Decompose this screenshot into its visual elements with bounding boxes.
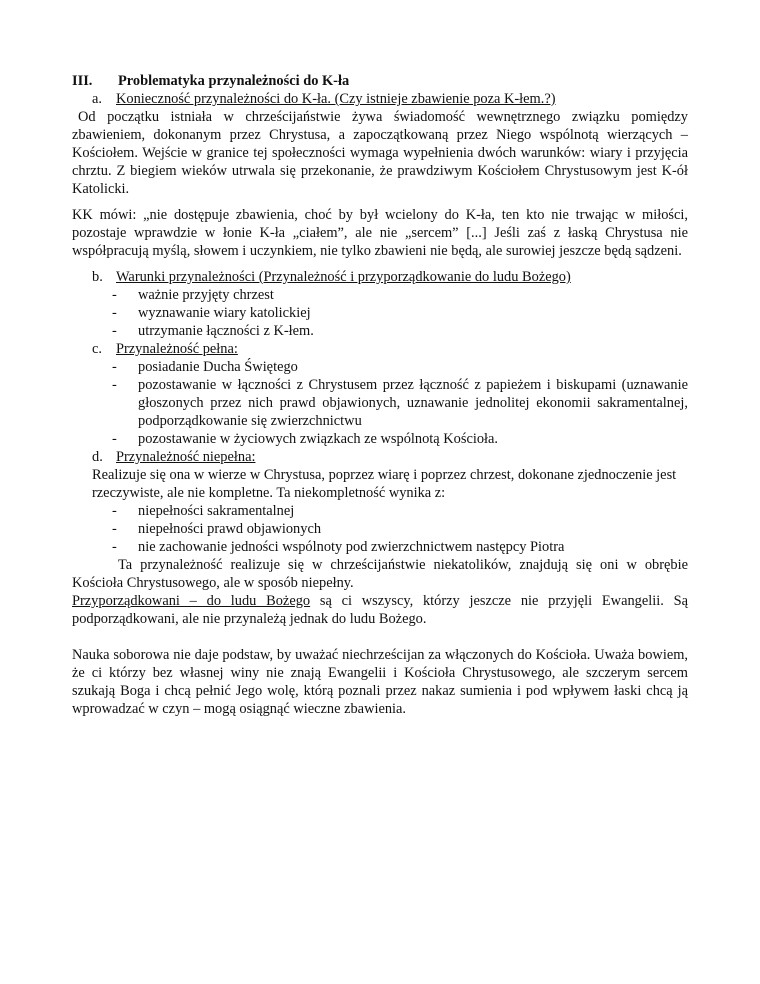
- list-item: - pozostawanie w łączności z Chrystusem przez łączność z papieżem i biskupami (uznawanie głoszonych przez nich prawd objawionych, uznawanie jednolitej ekonomii sakramentalnej, podporządkowanie się zwierzchnictwu: [112, 377, 688, 429]
- list-item: - pozostawanie w życiowych związkach ze wspólnotą Kościoła.: [112, 431, 499, 447]
- subsection-c-heading: [72, 340, 688, 358]
- subordinated-paragraph: [72, 592, 688, 628]
- section-heading: [72, 72, 688, 90]
- list-item: - utrzymanie łączności z K-łem.: [112, 323, 314, 339]
- subordinated-text: są ci wszyscy, którzy jeszcze nie przyjęli Ewangelii. Są podporządkowani, ale nie przynależą jednak do ludu Bożego.: [72, 593, 688, 627]
- document-page: [72, 72, 688, 718]
- list-item: - niepełności sakramentalnej: [112, 503, 295, 519]
- list-item: - wyznawanie wiary katolickiej: [112, 305, 311, 321]
- subsection-a-title: Konieczność przynależności do K-ła. (Czy istnieje zbawienie poza K-łem.?): [116, 91, 556, 107]
- section-number: III.: [72, 73, 93, 89]
- list-item: - posiadanie Ducha Świętego: [112, 359, 298, 375]
- section-title: Problematyka przynależności do K-ła: [118, 73, 350, 89]
- subsection-d-heading: [72, 448, 688, 466]
- subsection-b-heading: [72, 268, 688, 286]
- subsection-b-label: b.: [92, 269, 103, 285]
- list-item: - niepełności prawd objawionych: [112, 521, 322, 537]
- subsection-a-paragraph-2: KK mówi: „nie dostępuje zbawienia, choć by był wcielony do K-ła, ten kto nie trwając w miłości, pozostaje wprawdzie w łonie K-ła „ciałem”, ale nie „sercem” [...] Jeśli zaś z łaską Chrystusa nie współpracują myślą, słowem i uczynkiem, nie tylko zbawieni nie będą, ale surowiej jeszcze będą sądzeni.: [72, 207, 688, 259]
- list-item: - nie zachowanie jedności wspólnoty pod zwierzchnictwem następcy Piotra: [112, 539, 565, 555]
- subsection-c-label: c.: [92, 341, 102, 357]
- subsection-d-paragraph: Ta przynależność realizuje się w chrześcijaństwie niekatolików, znajdują się oni w obrębie Kościoła Chrystusowego, ale w sposób niepełny.: [72, 557, 688, 591]
- subsection-a-label: a.: [92, 91, 102, 107]
- subsection-c-title: Przynależność pełna:: [116, 341, 238, 357]
- conclusion-paragraph: Nauka soborowa nie daje podstaw, by uważać niechrześcijan za włączonych do Kościoła. Uważa bowiem, że ci którzy bez własnej winy nie znają Ewangelii i Kościoła Chrystusowego, ale szczerym sercem szukają Boga i chcą pełnić Jego wolę, którą poznali przez nakaz sumienia i pod wpływem łaski chcą ją wprowadzać w czyn – mogą osiągnąć wieczne zbawienia.: [72, 647, 688, 717]
- subsection-b-title: Warunki przynależności (Przynależność i przyporządkowanie do ludu Bożego): [116, 269, 571, 285]
- subordinated-label: Przyporządkowani – do ludu Bożego: [72, 593, 311, 609]
- subsection-a-heading: [72, 90, 688, 108]
- list-item: - ważnie przyjęty chrzest: [112, 287, 274, 303]
- subsection-d-label: d.: [92, 449, 103, 465]
- subsection-a-paragraph-1: Od początku istniała w chrześcijaństwie żywa świadomość wewnętrznego związku pomiędzy zbawieniem, dokonanym przez Chrystusa, a zapoczątkowaną przez Niego wspólnotą wierzących – Kościołem. Wejście w granice tej społeczności wymaga wypełnienia dwóch warunków: wiary i przyjęcia chrztu. Z biegiem wieków utrwala się przekonanie, że prawdziwym Kościołem Chrystusowym jest K-ół Katolicki.: [72, 109, 688, 197]
- subsection-d-title: Przynależność niepełna:: [116, 449, 256, 465]
- subsection-d-intro: Realizuje się ona w wierze w Chrystusa, poprzez wiarę i poprzez chrzest, dokonane zjednoczenie jest: [92, 467, 677, 483]
- subsection-d-intro-2: rzeczywiste, ale nie kompletne. Ta niekompletność wynika z:: [92, 485, 446, 501]
